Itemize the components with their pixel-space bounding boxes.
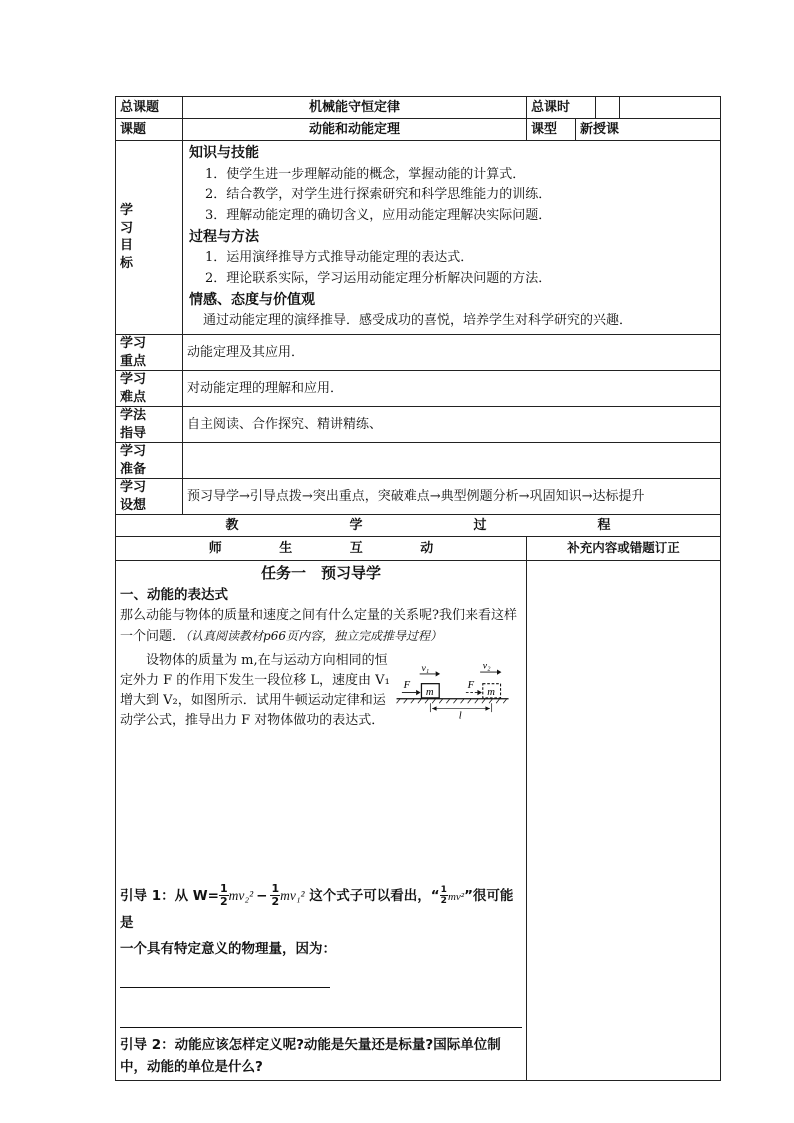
key-points-value: 动能定理及其应用． bbox=[183, 334, 721, 370]
supplement-area[interactable] bbox=[527, 561, 721, 1080]
total-hours-value bbox=[596, 97, 620, 119]
reading-note: （认真阅读教材p66页内容，独立完成推导过程） bbox=[185, 628, 442, 643]
objectives-content bbox=[183, 141, 721, 335]
interaction-char: 师 bbox=[208, 541, 222, 557]
intro-text bbox=[120, 606, 522, 647]
interaction-char: 生 bbox=[279, 541, 293, 557]
interaction-content bbox=[116, 561, 527, 1080]
topic-label: 课题 bbox=[116, 119, 183, 141]
design-label-text: 学习设想 bbox=[120, 480, 147, 513]
v2-label: v₂ bbox=[482, 660, 491, 672]
force-label: F bbox=[467, 680, 475, 692]
guide1-suffix: ”很可能是 bbox=[120, 887, 514, 931]
method-label bbox=[116, 407, 183, 443]
objective-item: 通过动能定理的演绎推导．感受成功的喜悦，培养学生对科学研究的兴趣． bbox=[203, 313, 633, 329]
objective-section-title: 过程与方法 bbox=[189, 228, 259, 245]
design-value: 预习导学→引导点拨→突出重点，突破难点→典型例题分析→巩固知识→达标提升 bbox=[183, 479, 721, 515]
answer-line[interactable] bbox=[120, 1026, 522, 1028]
section-title: 一、动能的表达式 bbox=[120, 586, 228, 603]
method-value: 自主阅读、合作探究、精讲精练、 bbox=[183, 407, 721, 443]
lesson-plan-table bbox=[115, 96, 721, 1081]
key-points-label-text: 学习重点 bbox=[120, 335, 147, 369]
difficulty-label bbox=[116, 371, 183, 407]
objectives-label bbox=[116, 141, 183, 335]
mv2-term: mv₂² bbox=[228, 887, 254, 903]
motion-diagram bbox=[393, 653, 522, 725]
guide-1 bbox=[120, 883, 522, 936]
process-title bbox=[116, 515, 721, 537]
guide-2: 引导 2：动能应该怎样定义呢?动能是矢量还是标量?国际单位制中，动能的单位是什么? bbox=[120, 1036, 501, 1075]
difficulty-label-text: 学习难点 bbox=[120, 372, 147, 405]
frac-num: 1 bbox=[271, 882, 280, 896]
interaction-char: 动 bbox=[420, 541, 434, 557]
answer-blank[interactable] bbox=[120, 973, 330, 988]
mv-term: mv² bbox=[447, 890, 465, 903]
objective-item: 2．结合教学，对学生进行探索研究和科学思维能力的训练． bbox=[205, 187, 552, 203]
design-label bbox=[116, 479, 183, 515]
prep-label-text: 学习准备 bbox=[120, 444, 147, 477]
process-title-char: 程 bbox=[597, 518, 611, 534]
mass-label: m bbox=[425, 687, 434, 699]
fraction-half bbox=[219, 883, 229, 908]
guide1-prefix: 引导 1：从 W= bbox=[120, 887, 219, 904]
objective-section-title: 知识与技能 bbox=[189, 145, 259, 161]
prep-value bbox=[183, 443, 721, 479]
frac-num: 1 bbox=[440, 885, 447, 896]
interaction-char: 互 bbox=[349, 541, 363, 557]
topic-value: 动能和动能定理 bbox=[183, 119, 527, 141]
type-value: 新授课 bbox=[576, 119, 721, 141]
minus-sign: − bbox=[256, 887, 268, 904]
process-title-char: 过 bbox=[473, 518, 487, 534]
difficulty-value: 对动能定理的理解和应用． bbox=[183, 371, 721, 407]
objective-item: 1．运用演绎推导方式推导动能定理的表达式． bbox=[205, 250, 474, 266]
process-title-char: 教 bbox=[225, 518, 239, 534]
mass-label: m bbox=[487, 687, 496, 699]
total-topic-value: 机械能守恒定律 bbox=[183, 97, 527, 119]
total-topic-label: 总课题 bbox=[116, 97, 183, 119]
displacement-label: l bbox=[458, 710, 462, 722]
method-label-text: 学法指导 bbox=[120, 408, 147, 441]
guide1-mid: 这个式子可以看出，“ bbox=[309, 887, 440, 904]
mv1-term: mv₁² bbox=[280, 887, 305, 903]
fraction-half bbox=[270, 883, 280, 908]
guide1-line2-text: 一个具有特定意义的物理量，因为： bbox=[120, 940, 336, 957]
key-points-label bbox=[116, 334, 183, 370]
objective-item: 2．理论联系实际，学习运用动能定理分析解决问题的方法． bbox=[205, 270, 552, 286]
frac-den: 2 bbox=[220, 895, 228, 909]
frac-den: 2 bbox=[271, 895, 280, 909]
process-title-char: 学 bbox=[349, 518, 363, 534]
objective-item: 3．理解动能定理的确切含义，应用动能定理解决实际问题． bbox=[205, 207, 552, 223]
objectives-label-text: 学习目标 bbox=[120, 203, 134, 272]
force-label: F bbox=[403, 680, 411, 692]
problem-text: 设物体的质量为 m,在与运动方向相同的恒定外力 F 的作用下发生一段位移 L，速度由 V₁增大到 V₂，如图所示．试用牛顿运动定律和运动学公式，推导出力 F 对物体做功的表达式． bbox=[120, 652, 390, 728]
frac-den: 2 bbox=[440, 896, 447, 907]
frac-num: 1 bbox=[220, 882, 228, 896]
supplement-header: 补充内容或错题订正 bbox=[527, 537, 721, 561]
guide-1-line2 bbox=[120, 936, 522, 988]
objective-item: 1．使学生进一步理解动能的概念，掌握动能的计算式． bbox=[205, 166, 526, 182]
total-hours-extra bbox=[620, 97, 721, 119]
interaction-header bbox=[116, 537, 527, 561]
v1-label: v₁ bbox=[421, 663, 430, 675]
intro-body: 那么动能与物体的质量和速度之间有什么定量的关系呢?我们来看这样一个问题． bbox=[120, 607, 517, 644]
objective-section-title: 情感、态度与价值观 bbox=[189, 291, 315, 308]
fraction-half bbox=[440, 885, 448, 906]
prep-label bbox=[116, 443, 183, 479]
total-hours-label: 总课时 bbox=[527, 97, 596, 119]
task-title: 任务一 预习导学 bbox=[260, 564, 381, 583]
type-label: 课型 bbox=[527, 119, 576, 141]
